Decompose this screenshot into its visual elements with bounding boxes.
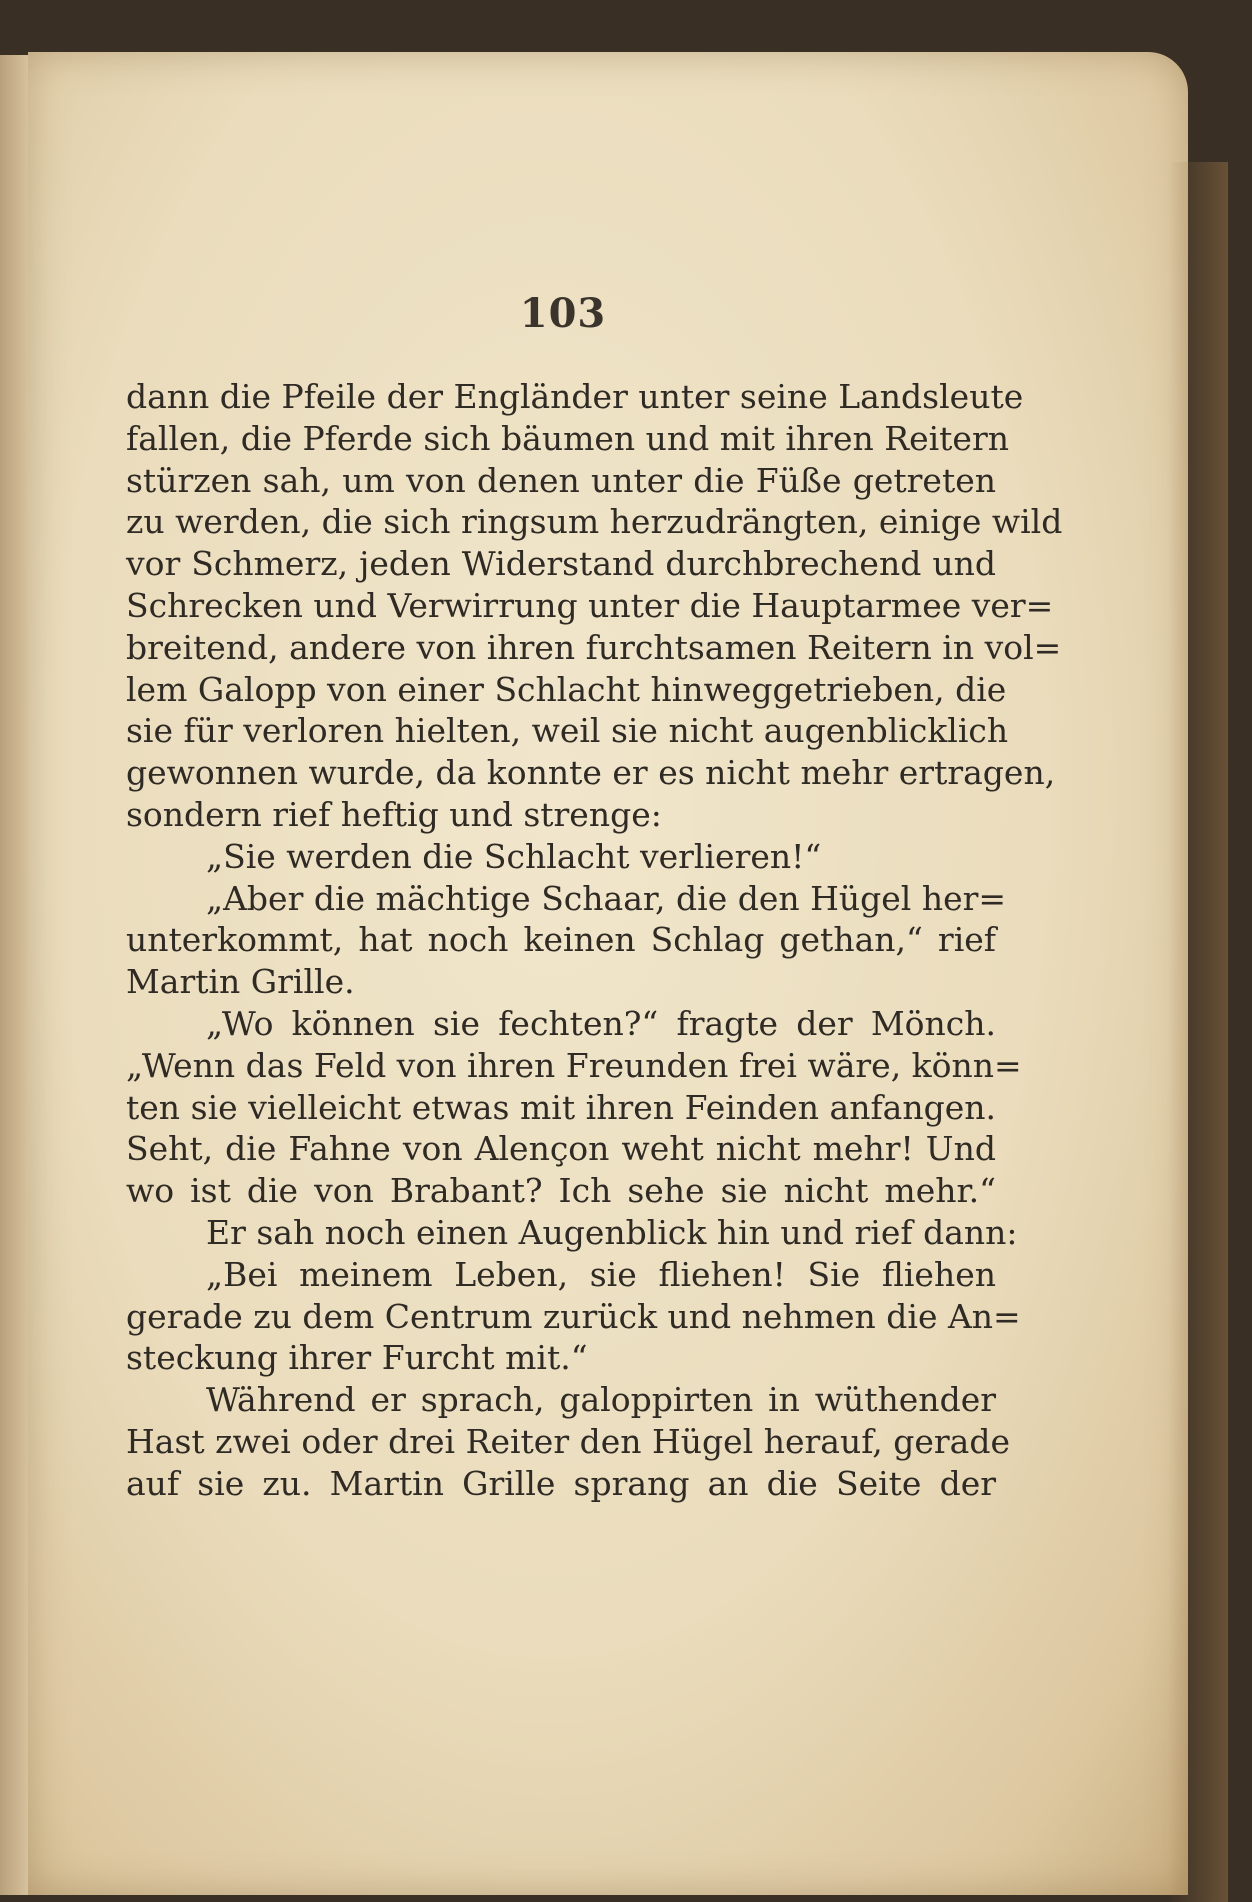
text-line: stürzen sah, um von denen unter die Füße getreten (126, 460, 996, 500)
text-line: „Wenn das Feld von ihren Freunden frei wäre, könn= (126, 1045, 1022, 1085)
text-line: „Wo können sie fechten?“ fragte der Mönch. (206, 1003, 996, 1043)
text-line: Martin Grille. (126, 962, 355, 1002)
text-line: vor Schmerz, jeden Widerstand durchbrechend und (126, 544, 996, 584)
text-line: breitend, andere von ihren furchtsamen Reitern in vol= (126, 627, 1062, 667)
text-line: „Sie werden die Schlacht verlieren!“ (206, 836, 822, 876)
text-line: „Bei meinem Leben, sie fliehen! Sie fliehen (206, 1254, 996, 1294)
text-line: ten sie vielleicht etwas mit ihren Feinden anfangen. (126, 1087, 996, 1127)
text-line: unterkommt, hat noch keinen Schlag gethan,“ rief (126, 920, 996, 960)
text-line: zu werden, die sich ringsum herzudrängten, einige wild (126, 502, 1063, 542)
text-line: fallen, die Pferde sich bäumen und mit ihren Reitern (126, 418, 1009, 458)
text-line: steckung ihrer Furcht mit.“ (126, 1338, 588, 1378)
text-line: gewonnen wurde, da konnte er es nicht mehr ertragen, (126, 753, 1056, 793)
book-page (28, 52, 1188, 1895)
text-line: Schrecken und Verwirrung unter die Hauptarmee ver= (126, 585, 1054, 625)
text-line: Während er sprach, galoppirten in wüthender (206, 1380, 996, 1420)
text-line: „Aber die mächtige Schaar, die den Hügel her= (206, 878, 1007, 918)
text-line: Seht, die Fahne von Alençon weht nicht mehr! Und (126, 1129, 996, 1169)
text-line: gerade zu dem Centrum zurück und nehmen die An= (126, 1296, 1021, 1336)
text-line: sondern rief heftig und strenge: (126, 794, 662, 834)
text-line: lem Galopp von einer Schlacht hinweggetrieben, die (126, 669, 1007, 709)
text-line: Hast zwei oder drei Reiter den Hügel herauf, gerade (126, 1421, 1010, 1461)
page-number: 103 (519, 290, 607, 337)
text-line: sie für verloren hielten, weil sie nicht augenblicklich (126, 711, 1009, 751)
text-line: Er sah noch einen Augenblick hin und rief dann: (206, 1212, 1018, 1252)
body-text (126, 376, 1063, 1505)
text-line: wo ist die von Brabant? Ich sehe sie nicht mehr.“ (126, 1171, 996, 1211)
text-line: dann die Pfeile der Engländer unter seine Landsleute (126, 377, 1024, 416)
page-edge-shadow (1168, 162, 1228, 1902)
text-line: auf sie zu. Martin Grille sprang an die Seite der (126, 1463, 996, 1503)
